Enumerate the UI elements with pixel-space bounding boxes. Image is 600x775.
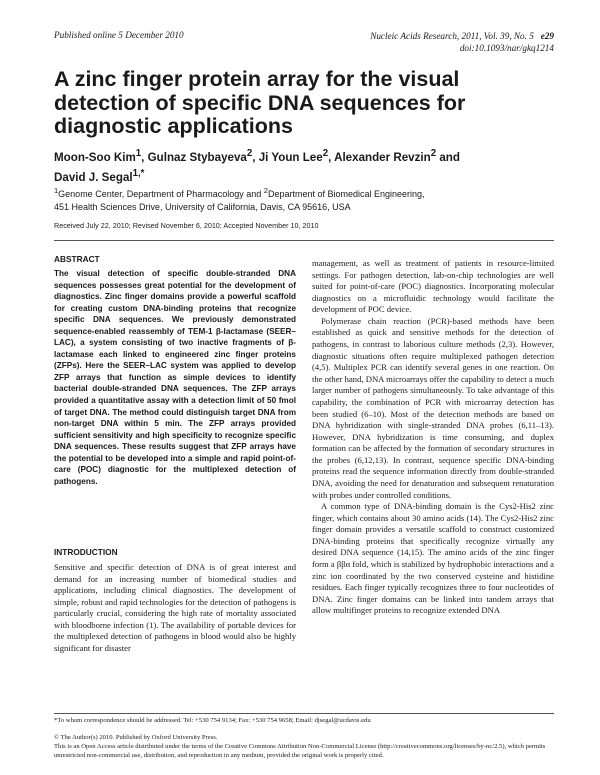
right-column bbox=[312, 258, 554, 617]
author-name: Gulnaz Stybayeva bbox=[147, 150, 247, 164]
correspondence-footnote: *To whom correspondence should be addressed. Tel: +530 754 9134; Fax: +530 754 9658; Email: djsegal@ucdavis.edu bbox=[54, 717, 371, 724]
abstract-text: The visual detection of specific double-stranded DNA sequences possesses great potential for the development of diagnostics. Zinc finger domains provide a powerful scaffold for creating custom DNA-binding proteins that recognize specific DNA sequences. We previously demonstrated sequence-enabled reassembly of TEM-1 β-lactamase (SEER–LAC), a system consisting of two inactive fragments of β-lactamase each linked to engineered zinc finger proteins (ZFPs). Here the SEER–LAC system was applied to develop ZFP arrays that function as simple devices to identify bacterial double-stranded DNA sequences. The ZFP arrays provided a quantitative assay with a detection limit of 50 fmol of target DNA. The method could distinguish target DNA from non-target DNA within 5 min. The ZFP arrays provided sufficient sensitivity and high specificity to recognize specific DNA sequences. These results suggest that ZFP arrays have the potential to be developed into a simple and rapid point-of-care (POC) diagnostic for the multiplexed detection of pathogens. bbox=[54, 269, 296, 486]
abstract-heading: ABSTRACT bbox=[54, 254, 100, 264]
body-paragraph: Polymerase chain reaction (PCR)-based methods have been established as quick and sensitive methods for the detection of pathogens, in contrast to laborious culture methods (2,3). However, diagnostic situations often require multiplexed pathogen detection (4,5). Multiplex PCR can identify several genes in one reaction. On the other hand, DNA microarrays offer the capability to detect a much larger number of pathogens simultaneously. To take advantage of this capability, the combination of PCR with microarray detection has been studied (6–10). Most of the detection methods are based on DNA hybridization with single-stranded DNA probes (6,11–13). However, DNA hybridization is time consuming, and duplex formation can be affected by the formation of secondary structures in the probes (6,12,13). In contrast, sequence specific DNA-binding proteins read the sequence information directly from double-stranded DNA, avoiding the need for denaturation and subsequent renaturation with probes under controlled conditions. bbox=[312, 315, 554, 500]
introduction-paragraph: Sensitive and specific detection of DNA is of great interest and demand for an increasing number of biomedical studies and applications, including clinical diagnostics. The development of simple, robust and rapid technologies for the detection of pathogens is particularly crucial, considering the high rate of mortality associated with bloodborne infection (1). The availability of portable devices for the multiplexed detection of pathogens in blood would also be highly significant for disaster bbox=[54, 562, 296, 654]
publication-date: Published online 5 December 2010 bbox=[54, 30, 184, 40]
affiliation bbox=[54, 185, 534, 213]
body-paragraph: management, as well as treatment of patients in resource-limited settings. For pathogen detection, lab-on-chip technologies are well suited for point-of-care (POC) diagnostics. Incorporating molecular diagnostics on a microfluidic technology would facilitate the development of POC device. bbox=[312, 258, 554, 315]
affiliation-text: Department of Biomedical Engineering, bbox=[267, 189, 425, 199]
paper-title: A zinc finger protein array for the visual detection of specific DNA sequences for diagnostic applications bbox=[54, 67, 466, 138]
copyright-notice: © The Author(s) 2010. Published by Oxford University Press. bbox=[54, 734, 218, 741]
affiliation-address: 451 Health Sciences Drive, University of California, Davis, CA 95616, USA bbox=[54, 201, 351, 212]
footnote-divider bbox=[54, 713, 554, 714]
author-sup: 2 bbox=[322, 148, 329, 159]
author-list: Moon-Soo Kim$^1$, Gulnaz Stybayeva$^2$, Ji Youn Lee$^2$, Alexander Revzin$^2$ and David J. Segal$^{1,*}$ bbox=[54, 148, 460, 184]
affiliation-text: Genome Center, Department of Pharmacology and bbox=[58, 189, 264, 199]
header-divider bbox=[54, 240, 554, 241]
doi: doi:10.1093/nar/gkq1214 bbox=[459, 43, 554, 53]
author-sup: 2 bbox=[430, 148, 437, 159]
author-name: Moon-Soo Kim bbox=[54, 150, 136, 164]
affiliation-sup: 1 bbox=[54, 186, 59, 195]
page-code: e29 bbox=[540, 31, 554, 41]
introduction-heading: INTRODUCTION bbox=[54, 547, 118, 557]
license-notice: This is an Open Access article distributed under the terms of the Creative Commons Attribution Non-Commercial License (http://creativecommons.org/licenses/by-nc/2.5), which permits unrestricted non-commercial use, distribution, and reproduction in any medium, provided the original work is properly cited. bbox=[54, 743, 546, 759]
body-paragraph: A common type of DNA-binding domain is the Cys2-His2 zinc finger, which contains about 30 amino acids (14). The Cys2-His2 zinc finger domain provides a versatile scaffold to construct customized DNA-binding proteins that specifically recognize virtually any desired DNA sequence (14,15). The amino acids of the zinc finger form a ββα fold, which is stabilized by hydrophobic interactions and a zinc ion coordinated by the two conserved cysteine and histidine residues. Each finger typically recognizes three to four nucleotides of DNA. Zinc finger domains can be linked into tandem arrays that allow multifinger proteins to recognize extended DNA bbox=[312, 501, 554, 616]
received-dates: Received July 22, 2010; Revised November 6, 2010; Accepted November 10, 2010 bbox=[54, 221, 319, 230]
author-sup: 1,* bbox=[132, 167, 145, 179]
author-name: David J. Segal bbox=[54, 170, 133, 184]
author-name: Ji Youn Lee bbox=[258, 150, 323, 164]
affiliation-sup: 2 bbox=[263, 186, 268, 195]
journal-line: Nucleic Acids Research, 2011, Vol. 39, No. 5 bbox=[370, 31, 534, 41]
journal-citation bbox=[370, 30, 554, 54]
author-sup: 2 bbox=[246, 148, 253, 159]
author-name: Alexander Revzin bbox=[334, 150, 431, 164]
author-sup: 1 bbox=[135, 148, 142, 159]
